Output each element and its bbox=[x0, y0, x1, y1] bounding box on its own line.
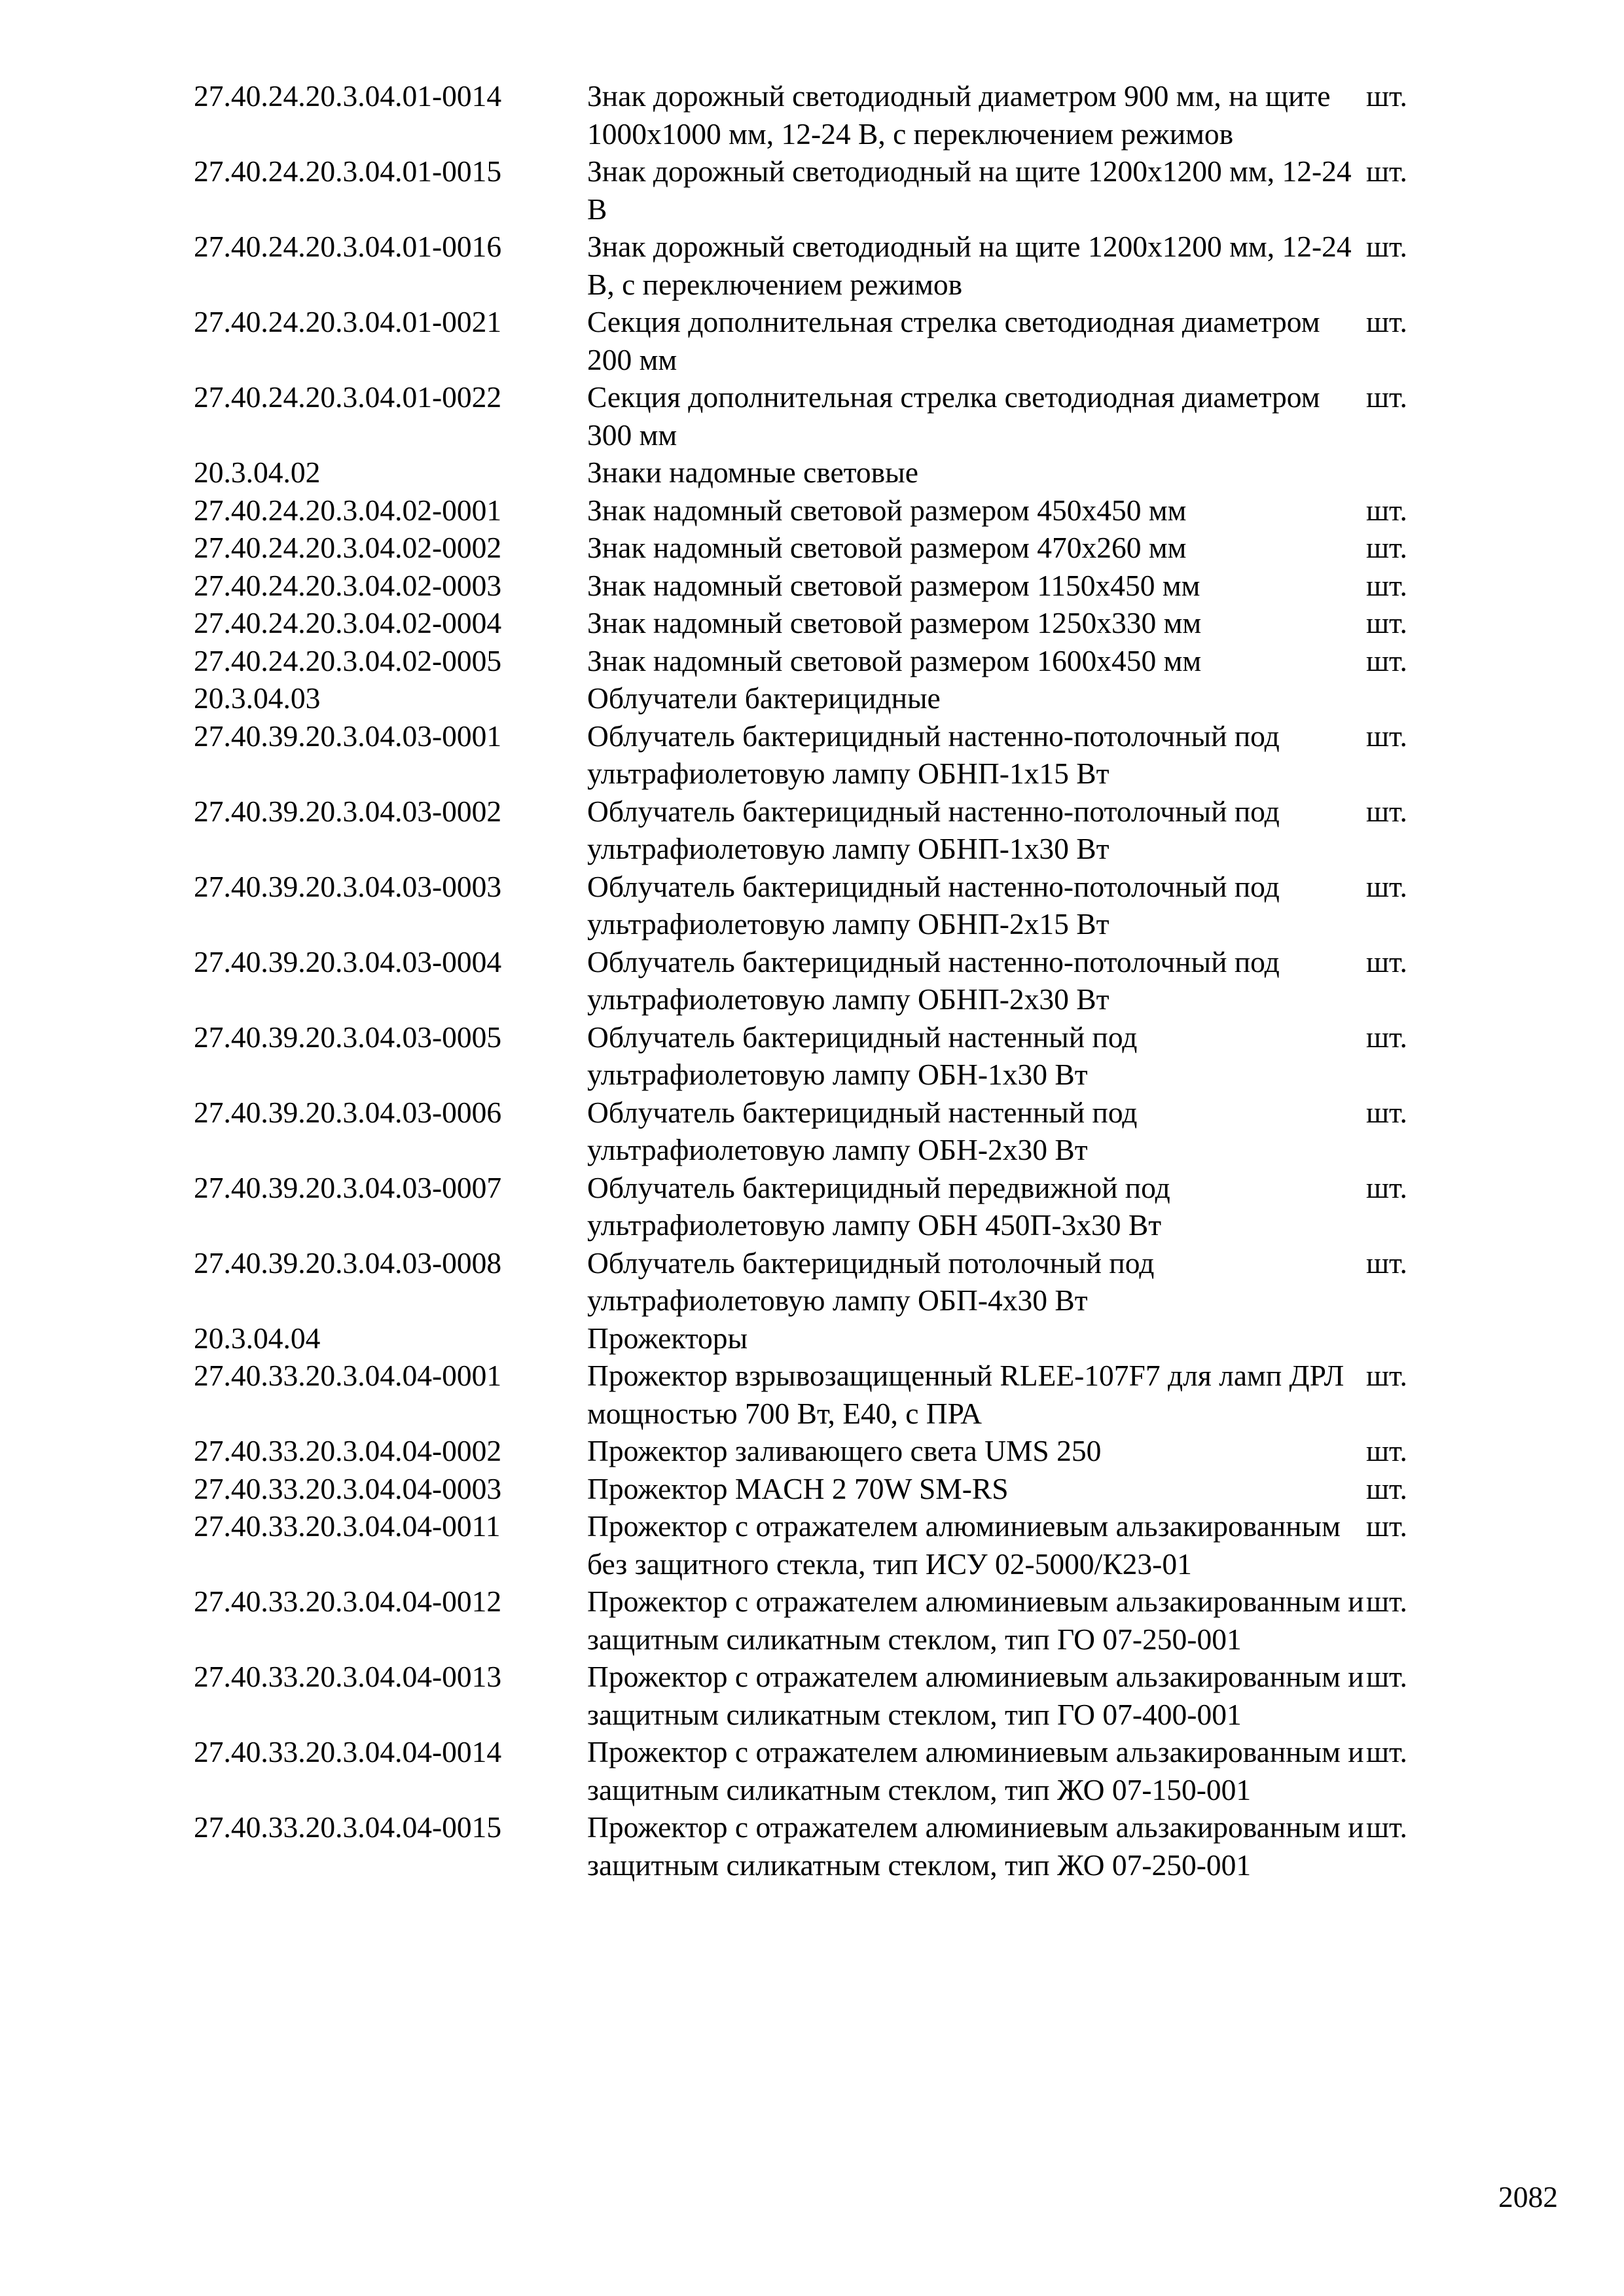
catalog-table-body bbox=[194, 77, 1437, 1884]
item-code: 27.40.24.20.3.04.02-0003 bbox=[194, 568, 502, 602]
item-unit: шт. bbox=[1366, 719, 1407, 753]
item-unit: шт. bbox=[1366, 944, 1407, 978]
item-code: 27.40.33.20.3.04.04-0012 bbox=[194, 1585, 502, 1618]
item-name: Секция дополнительная стрелка светодиодная диаметром 200 мм bbox=[587, 305, 1320, 376]
item-code: 27.40.33.20.3.04.04-0001 bbox=[194, 1359, 502, 1392]
table-row bbox=[194, 868, 1437, 943]
item-unit: шт. bbox=[1366, 568, 1407, 602]
item-unit: шт. bbox=[1366, 1660, 1407, 1693]
item-name: Прожектор с отражателем алюминиевым альзакированным и защитным силикатным стеклом, тип ГО 07-400-001 bbox=[587, 1660, 1364, 1731]
item-unit bbox=[1366, 454, 1437, 492]
table-row bbox=[194, 492, 1437, 529]
item-unit: шт. bbox=[1366, 606, 1407, 639]
item-unit: шт. bbox=[1366, 230, 1407, 263]
section-heading-row bbox=[194, 679, 1437, 717]
item-code: 27.40.39.20.3.04.03-0005 bbox=[194, 1020, 502, 1054]
item-unit: шт. bbox=[1366, 493, 1407, 527]
item-name: Прожектор с отражателем алюминиевым альзакированным и защитным силикатным стеклом, тип ГО 07-250-001 bbox=[587, 1585, 1364, 1656]
item-unit: шт. bbox=[1366, 305, 1407, 338]
section-heading-row bbox=[194, 454, 1437, 492]
table-row bbox=[194, 1244, 1437, 1319]
item-name: Знак надомный световой размером 1600х450 мм bbox=[587, 643, 1202, 677]
item-name: Знак надомный световой размером 450х450 мм bbox=[587, 493, 1187, 527]
catalog-table bbox=[194, 77, 1437, 1884]
item-code: 27.40.39.20.3.04.03-0004 bbox=[194, 944, 502, 978]
item-name: Облучатель бактерицидный настенно-потолочный под ультрафиолетовую лампу ОБНП-1х30 Вт bbox=[587, 794, 1280, 865]
item-name: Прожектор MACH 2 70W SM-RS bbox=[587, 1471, 1009, 1505]
section-code: 20.3.04.02 bbox=[194, 456, 321, 489]
table-row bbox=[194, 303, 1437, 378]
item-code: 27.40.39.20.3.04.03-0001 bbox=[194, 719, 502, 753]
table-row bbox=[194, 228, 1437, 303]
table-row bbox=[194, 642, 1437, 680]
item-code: 27.40.33.20.3.04.04-0003 bbox=[194, 1471, 502, 1505]
table-row bbox=[194, 793, 1437, 868]
table-row bbox=[194, 1470, 1437, 1508]
item-unit: шт. bbox=[1366, 154, 1407, 188]
item-code: 27.40.24.20.3.04.01-0022 bbox=[194, 380, 502, 414]
item-name: Облучатель бактерицидный настенный под ультрафиолетовую лампу ОБН-2х30 Вт bbox=[587, 1095, 1138, 1166]
item-name: Знак дорожный светодиодный на щите 1200х1200 мм, 12-24 В, с переключением режимов bbox=[587, 230, 1352, 301]
table-row bbox=[194, 529, 1437, 567]
table-row bbox=[194, 1094, 1437, 1169]
item-unit: шт. bbox=[1366, 1735, 1407, 1768]
item-code: 27.40.33.20.3.04.04-0014 bbox=[194, 1735, 502, 1768]
item-unit: шт. bbox=[1366, 1471, 1407, 1505]
page-number: 2082 bbox=[1498, 2180, 1558, 2214]
table-row bbox=[194, 77, 1437, 152]
item-code: 27.40.33.20.3.04.04-0002 bbox=[194, 1434, 502, 1467]
item-unit: шт. bbox=[1366, 531, 1407, 564]
item-code: 27.40.24.20.3.04.02-0001 bbox=[194, 493, 502, 527]
item-name: Облучатель бактерицидный настенно-потолочный под ультрафиолетовую лампу ОБНП-1х15 Вт bbox=[587, 719, 1280, 790]
item-code: 27.40.33.20.3.04.04-0013 bbox=[194, 1660, 502, 1693]
item-code: 27.40.24.20.3.04.01-0016 bbox=[194, 230, 502, 263]
table-row bbox=[194, 1357, 1437, 1432]
section-heading-row bbox=[194, 1319, 1437, 1357]
item-unit: шт. bbox=[1366, 643, 1407, 677]
item-name: Прожектор с отражателем алюминиевым альзакированным и защитным силикатным стеклом, тип ЖО 07-250-001 bbox=[587, 1810, 1364, 1882]
table-row bbox=[194, 1018, 1437, 1094]
item-name: Знак надомный световой размером 470х260 мм bbox=[587, 531, 1187, 564]
section-title: Облучатели бактерицидные bbox=[587, 681, 941, 715]
item-unit bbox=[1366, 679, 1437, 717]
item-code: 27.40.33.20.3.04.04-0015 bbox=[194, 1810, 502, 1844]
item-unit: шт. bbox=[1366, 794, 1407, 828]
item-code: 27.40.24.20.3.04.02-0005 bbox=[194, 643, 502, 677]
item-name: Прожектор взрывозащищенный RLEE-107F7 для ламп ДРЛ мощностью 700 Вт, Е40, с ПРА bbox=[587, 1359, 1344, 1430]
item-unit: шт. bbox=[1366, 1170, 1407, 1204]
item-name: Облучатель бактерицидный передвижной под ультрафиолетовую лампу ОБН 450П-3х30 Вт bbox=[587, 1170, 1170, 1242]
item-code: 27.40.24.20.3.04.02-0002 bbox=[194, 531, 502, 564]
table-row bbox=[194, 717, 1437, 793]
item-name: Знак надомный световой размером 1150х450 мм bbox=[587, 568, 1200, 602]
item-name: Облучатель бактерицидный настенно-потолочный под ультрафиолетовую лампу ОБНП-2х30 Вт bbox=[587, 944, 1280, 1016]
item-name: Прожектор заливающего света UMS 250 bbox=[587, 1434, 1102, 1467]
item-name: Прожектор с отражателем алюминиевым альзакированным и защитным силикатным стеклом, тип ЖО 07-150-001 bbox=[587, 1735, 1364, 1806]
item-unit: шт. bbox=[1366, 79, 1407, 113]
table-row bbox=[194, 1808, 1437, 1884]
item-code: 27.40.24.20.3.04.01-0021 bbox=[194, 305, 502, 338]
table-row bbox=[194, 1432, 1437, 1470]
item-unit: шт. bbox=[1366, 380, 1407, 414]
item-code: 27.40.39.20.3.04.03-0006 bbox=[194, 1095, 502, 1129]
table-row bbox=[194, 378, 1437, 454]
table-row bbox=[194, 567, 1437, 605]
item-unit: шт. bbox=[1366, 1434, 1407, 1467]
table-row bbox=[194, 1583, 1437, 1658]
section-title: Прожекторы bbox=[587, 1321, 748, 1355]
item-unit: шт. bbox=[1366, 1585, 1407, 1618]
item-code: 27.40.24.20.3.04.01-0015 bbox=[194, 154, 502, 188]
section-title: Знаки надомные световые bbox=[587, 456, 918, 489]
table-row bbox=[194, 152, 1437, 228]
item-unit: шт. bbox=[1366, 1020, 1407, 1054]
item-name: Секция дополнительная стрелка светодиодная диаметром 300 мм bbox=[587, 380, 1320, 452]
item-code: 27.40.24.20.3.04.02-0004 bbox=[194, 606, 502, 639]
table-row bbox=[194, 1169, 1437, 1244]
item-unit: шт. bbox=[1366, 1509, 1407, 1543]
table-row bbox=[194, 1507, 1437, 1583]
item-unit: шт. bbox=[1366, 1810, 1407, 1844]
item-unit bbox=[1366, 1319, 1437, 1357]
item-code: 27.40.39.20.3.04.03-0008 bbox=[194, 1246, 502, 1280]
section-code: 20.3.04.04 bbox=[194, 1321, 321, 1355]
item-name: Облучатель бактерицидный настенный под ультрафиолетовую лампу ОБН-1х30 Вт bbox=[587, 1020, 1138, 1091]
item-unit: шт. bbox=[1366, 1359, 1407, 1392]
table-row bbox=[194, 604, 1437, 642]
item-code: 27.40.24.20.3.04.01-0014 bbox=[194, 79, 502, 113]
table-row bbox=[194, 1733, 1437, 1808]
item-unit: шт. bbox=[1366, 1095, 1407, 1129]
item-name: Знак надомный световой размером 1250х330 мм bbox=[587, 606, 1202, 639]
section-code: 20.3.04.03 bbox=[194, 681, 321, 715]
item-code: 27.40.33.20.3.04.04-0011 bbox=[194, 1509, 501, 1543]
table-row bbox=[194, 943, 1437, 1018]
item-unit: шт. bbox=[1366, 869, 1407, 903]
item-code: 27.40.39.20.3.04.03-0007 bbox=[194, 1170, 502, 1204]
item-code: 27.40.39.20.3.04.03-0002 bbox=[194, 794, 502, 828]
item-name: Знак дорожный светодиодный на щите 1200х1200 мм, 12-24 В bbox=[587, 154, 1352, 226]
item-unit: шт. bbox=[1366, 1246, 1407, 1280]
item-name: Облучатель бактерицидный настенно-потолочный под ультрафиолетовую лампу ОБНП-2х15 Вт bbox=[587, 869, 1280, 941]
item-name: Прожектор с отражателем алюминиевым альзакированным без защитного стекла, тип ИСУ 02-5000/К23-01 bbox=[587, 1509, 1341, 1581]
item-code: 27.40.39.20.3.04.03-0003 bbox=[194, 869, 502, 903]
table-row bbox=[194, 1658, 1437, 1733]
item-name: Облучатель бактерицидный потолочный под ультрафиолетовую лампу ОБП-4х30 Вт bbox=[587, 1246, 1155, 1317]
item-name: Знак дорожный светодиодный диаметром 900 мм, на щите 1000х1000 мм, 12-24 В, с переключением режимов bbox=[587, 79, 1331, 151]
